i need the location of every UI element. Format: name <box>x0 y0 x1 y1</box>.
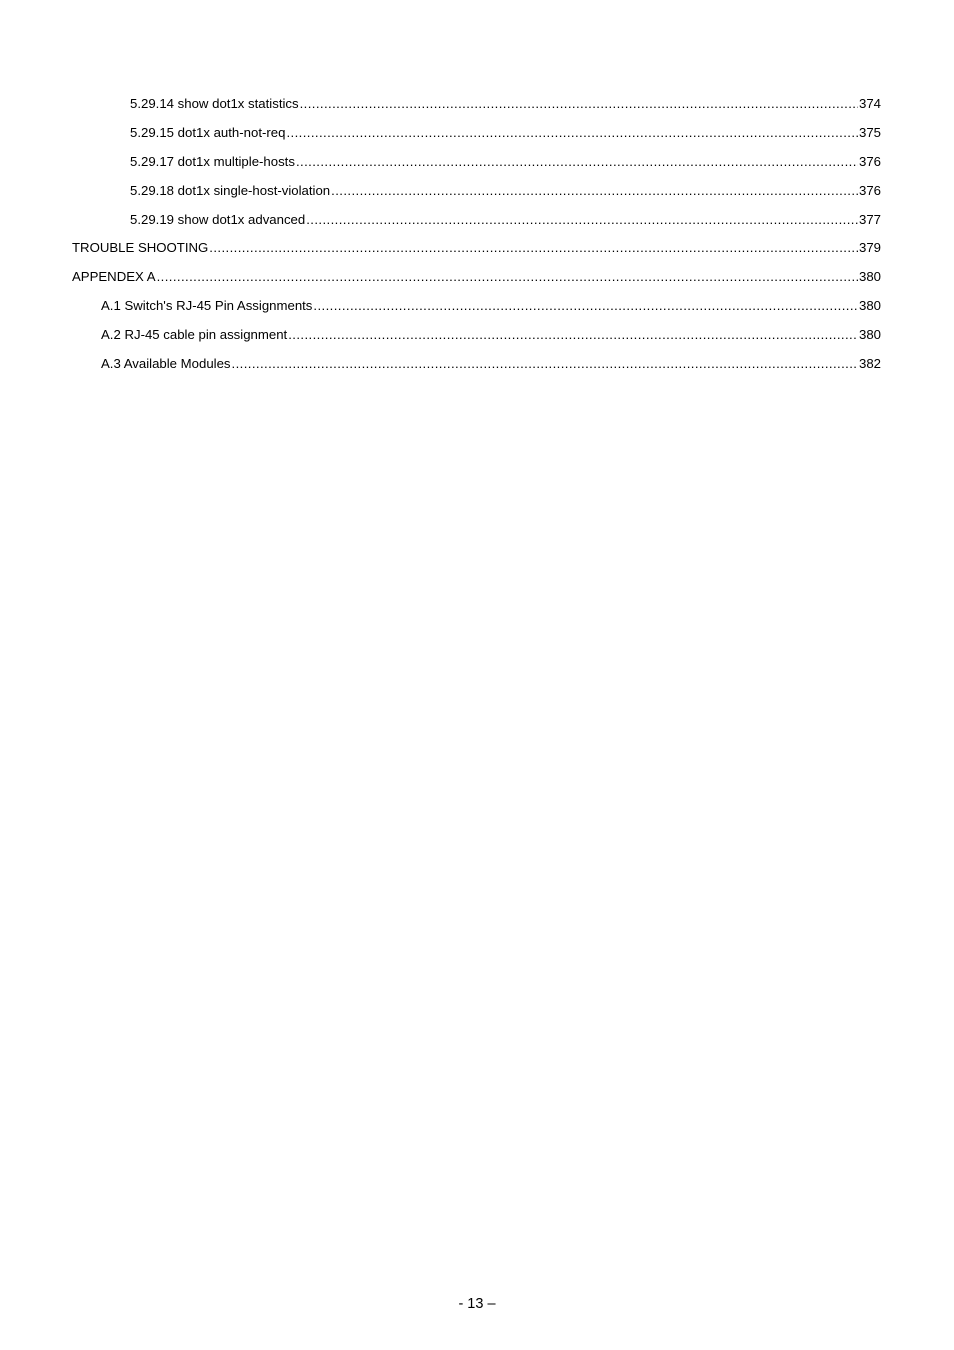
toc-entry[interactable] <box>0 181 954 210</box>
toc-entry-title: 5.29.19 show dot1x advanced <box>130 211 306 227</box>
toc-entry[interactable] <box>0 210 954 239</box>
toc-entry-page: 374 <box>858 96 881 111</box>
toc-entry-title: APPENDEX A <box>72 269 156 285</box>
toc-entry-page: 376 <box>858 182 881 198</box>
toc-entry[interactable] <box>0 296 954 325</box>
toc-dot-leader <box>331 181 858 201</box>
toc-dot-leader <box>288 325 858 345</box>
page-number: - 13 – <box>458 1296 496 1312</box>
toc-entry-page: 380 <box>858 327 881 343</box>
toc-entry-page: 382 <box>858 356 881 372</box>
toc-entry[interactable] <box>0 238 954 267</box>
toc-entry-page: 376 <box>858 153 881 169</box>
toc-entry-page: 375 <box>858 124 881 140</box>
toc-entry-title: 5.29.17 dot1x multiple-hosts <box>130 153 295 169</box>
toc-dot-leader <box>296 152 858 172</box>
toc-dot-leader <box>313 296 858 316</box>
toc-entry-title: 5.29.18 dot1x single-host-violation <box>130 182 331 198</box>
toc-dot-leader <box>232 354 858 374</box>
table-of-contents <box>0 94 954 383</box>
toc-entry-title: A.2 RJ-45 cable pin assignment <box>101 327 288 343</box>
toc-dot-leader <box>300 94 858 114</box>
toc-entry-title: A.1 Switch's RJ-45 Pin Assignments <box>101 298 313 314</box>
toc-entry-title: 5.29.15 dot1x auth-not-req <box>130 124 286 140</box>
toc-entry[interactable] <box>0 267 954 296</box>
toc-entry-title: A.3 Available Modules <box>101 356 231 372</box>
toc-entry-page: 380 <box>858 298 881 314</box>
toc-entry[interactable] <box>0 123 954 152</box>
toc-entry-page: 377 <box>858 211 881 227</box>
toc-entry[interactable] <box>0 354 954 383</box>
toc-entry-title: 5.29.14 show dot1x statistics <box>130 96 299 111</box>
toc-entry-page: 379 <box>858 240 881 256</box>
toc-entry[interactable] <box>0 325 954 354</box>
toc-dot-leader <box>209 238 858 258</box>
toc-dot-leader <box>157 267 858 287</box>
toc-dot-leader <box>306 210 858 230</box>
toc-dot-leader <box>286 123 858 143</box>
toc-entry-page: 380 <box>858 269 881 285</box>
toc-entry[interactable] <box>0 94 954 123</box>
toc-entry-title: TROUBLE SHOOTING <box>72 240 209 256</box>
toc-entry[interactable] <box>0 152 954 181</box>
